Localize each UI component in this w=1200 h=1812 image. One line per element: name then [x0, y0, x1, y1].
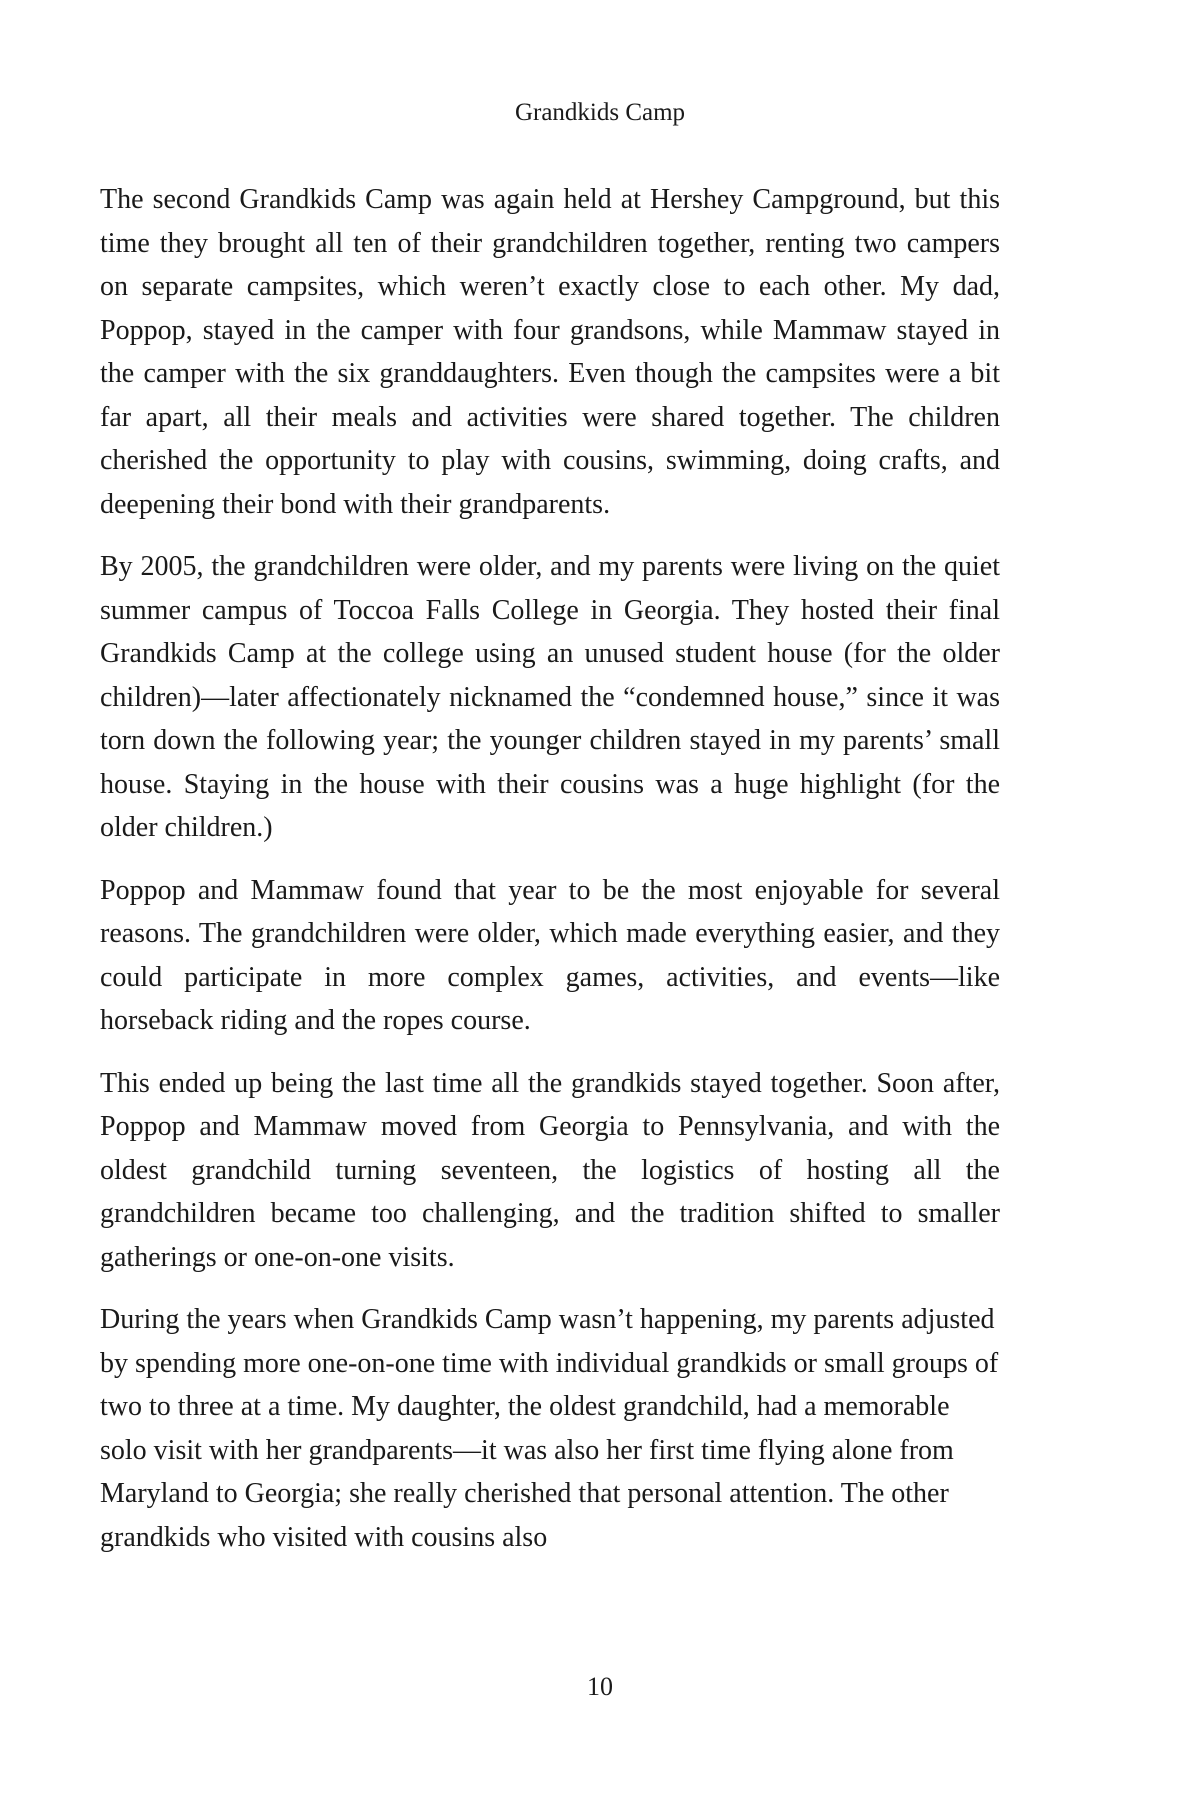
body-text	[100, 178, 1000, 1578]
paragraph-3: Poppop and Mammaw found that year to be the most enjoyable for several reasons. The grandchildren were older, which made everything easier, and they could participate in more complex games, activities, and events—like horseback riding and the ropes course.	[100, 874, 1000, 1036]
running-header: Grandkids Camp	[514, 99, 686, 126]
paragraph-5: During the years when Grandkids Camp wasn’t happening, my parents adjusted by spending more one-on-one time with individual grandkids or small groups of two to three at a time. My daughter, the oldest grandchild, had a memorable solo visit with her grandparents—it was also her first time flying alone from Maryland to Georgia; she really cherished that personal attention. The other grandkids who visited with cousins also	[100, 1304, 999, 1553]
paragraph-1: The second Grandkids Camp was again held at Hershey Campground, but this time they brought all ten of their grandchildren together, renting two campers on separate campsites, which weren’t exactly close to each other. My dad, Poppop, stayed in the camper with four grandsons, while Mammaw stayed in the camper with the six granddaughters. Even though the campsites were a bit far apart, all their meals and activities were shared together. The children cherished the opportunity to play with cousins, swimming, doing crafts, and deepening their bond with their grandparents.	[100, 184, 1000, 520]
page-number: 10	[587, 1672, 613, 1701]
paragraph-2: By 2005, the grandchildren were older, and my parents were living on the quiet summer campus of Toccoa Falls College in Georgia. They hosted their final Grandkids Camp at the college using an unused student house (for the older children)—later affectionately nicknamed the “condemned house,” since it was torn down the following year; the younger children stayed in my parents’ small house. Staying in the house with their cousins was a huge highlight (for the older children.)	[100, 551, 1000, 843]
paragraph-4: This ended up being the last time all the grandkids stayed together. Soon after, Poppop and Mammaw moved from Georgia to Pennsylvania, and with the oldest grandchild turning seventeen, the logistics of hosting all the grandchildren became too challenging, and the tradition shifted to smaller gatherings or one-on-one visits.	[100, 1067, 1000, 1273]
